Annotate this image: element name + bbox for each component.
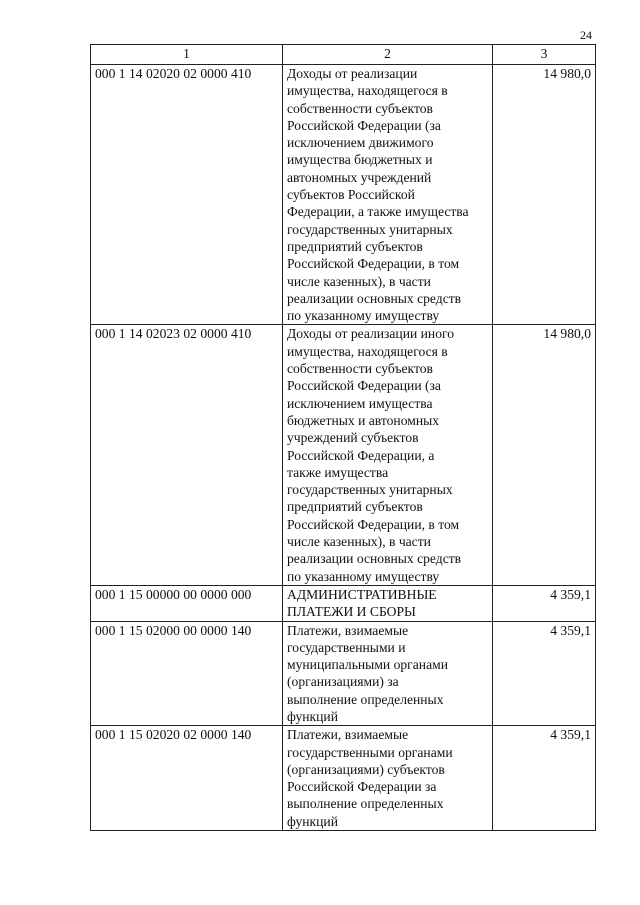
revenue-name-cell: [283, 585, 493, 621]
revenue-name-line: также имущества: [287, 464, 389, 480]
revenue-name-line: выполнение определенных: [287, 796, 444, 812]
revenue-name-line: реализации основных средств: [287, 551, 462, 567]
revenue-name-line: муниципальными органами: [287, 657, 448, 673]
table-row: [91, 585, 596, 621]
revenue-name-cell: [283, 65, 493, 325]
revenue-name-line: государственными и: [287, 639, 406, 655]
table-row: [91, 621, 596, 726]
revenue-name-line: бюджетных и автономных: [287, 412, 440, 428]
revenue-name-line: исключением имущества: [287, 395, 433, 411]
revenue-name-line: функций: [287, 708, 338, 724]
revenue-name-line: по указанному имуществу: [287, 568, 440, 584]
table-row: [91, 726, 596, 831]
revenue-amount-cell: 4 359,1: [493, 585, 596, 621]
revenue-name-line: имущества, находящегося в: [287, 83, 448, 99]
revenue-code-cell: 000 1 14 02023 02 0000 410: [91, 325, 283, 585]
revenue-name-line: Российской Федерации за: [287, 779, 437, 795]
revenue-amount-cell: 4 359,1: [493, 621, 596, 726]
revenue-name-cell: [283, 726, 493, 831]
revenue-name-line: собственности субъектов: [287, 100, 433, 116]
revenue-name-line: числе казенных), в части: [287, 534, 431, 550]
revenue-name-line: АДМИНИСТРАТИВНЫЕ: [287, 586, 437, 602]
revenue-name-line: предприятий субъектов: [287, 238, 423, 254]
revenue-name-line: числе казенных), в части: [287, 273, 431, 289]
revenue-amount-cell: 4 359,1: [493, 726, 596, 831]
revenue-name-line: выполнение определенных: [287, 691, 444, 707]
column-header-name: 2: [283, 45, 493, 65]
revenue-amount-cell: 14 980,0: [493, 325, 596, 585]
revenue-name-line: Российской Федерации, а: [287, 447, 435, 463]
column-header-code: 1: [91, 45, 283, 65]
revenue-code-cell: 000 1 15 00000 00 0000 000: [91, 585, 283, 621]
revenue-name-line: автономных учреждений: [287, 169, 432, 185]
revenue-name-line: имущества бюджетных и: [287, 152, 433, 168]
revenue-name-line: предприятий субъектов: [287, 499, 423, 515]
page-number: 24: [580, 28, 592, 42]
revenue-name-line: государственными органами: [287, 744, 453, 760]
revenue-code-cell: 000 1 14 02020 02 0000 410: [91, 65, 283, 325]
revenue-name-line: субъектов Российской: [287, 187, 415, 203]
revenue-code-cell: 000 1 15 02020 02 0000 140: [91, 726, 283, 831]
revenue-name-line: Российской Федерации, в том: [287, 256, 460, 272]
revenue-code-cell: 000 1 15 02000 00 0000 140: [91, 621, 283, 726]
column-header-amount: 3: [493, 45, 596, 65]
revenue-name-line: реализации основных средств: [287, 290, 462, 306]
revenue-name-line: ПЛАТЕЖИ И СБОРЫ: [287, 604, 416, 620]
revenue-name-line: Доходы от реализации иного: [287, 326, 455, 342]
revenue-name-line: Российской Федерации, в том: [287, 516, 460, 532]
revenue-name-line: по указанному имуществу: [287, 308, 440, 324]
revenue-name-line: (организациями) субъектов: [287, 761, 445, 777]
revenue-name-line: государственных унитарных: [287, 221, 453, 237]
table-header-row: [91, 45, 596, 65]
revenue-amount-cell: 14 980,0: [493, 65, 596, 325]
revenue-name-cell: [283, 621, 493, 726]
revenue-name-line: Российской Федерации (за: [287, 378, 441, 394]
table-body: [91, 65, 596, 831]
revenue-name-line: собственности субъектов: [287, 361, 433, 377]
revenue-name-line: Платежи, взимаемые: [287, 622, 409, 638]
revenue-name-line: исключением движимого: [287, 135, 434, 151]
table-row: [91, 65, 596, 325]
revenue-name-line: (организациями) за: [287, 674, 399, 690]
budget-revenue-table: [90, 44, 596, 831]
revenue-name-line: Платежи, взимаемые: [287, 727, 409, 743]
revenue-name-line: учреждений субъектов: [287, 430, 419, 446]
revenue-name-line: государственных унитарных: [287, 482, 453, 498]
revenue-name-cell: [283, 325, 493, 585]
revenue-name-line: функций: [287, 813, 338, 829]
table-row: [91, 325, 596, 585]
revenue-name-line: Российской Федерации (за: [287, 117, 441, 133]
revenue-name-line: Федерации, а также имущества: [287, 204, 469, 220]
revenue-name-line: имущества, находящегося в: [287, 343, 448, 359]
revenue-name-line: Доходы от реализации: [287, 66, 418, 81]
